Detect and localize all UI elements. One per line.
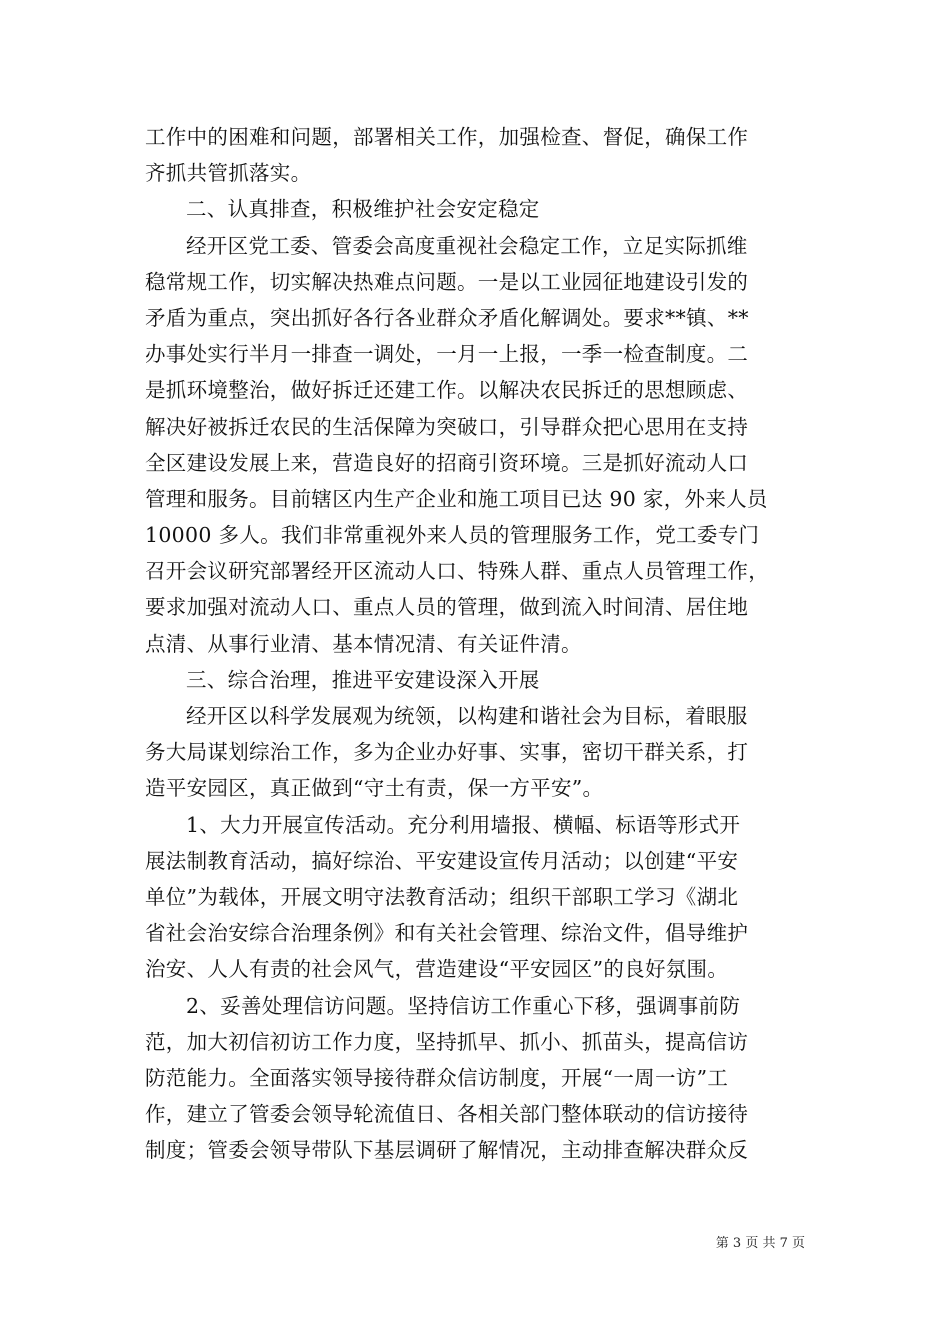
text-line: 管理和服务。目前辖区内生产企业和施工项目已达 90 家，外来人员: [145, 486, 768, 511]
text-line: 全区建设发展上来，营造良好的招商引资环境。三是抓好流动人口: [145, 450, 749, 475]
text-line: 防范能力。全面落实领导接待群众信访制度，开展“一周一访”工: [145, 1065, 729, 1090]
text-line: 要求加强对流动人口、重点人员的管理，做到流入时间清、居住地: [145, 595, 749, 620]
text-line: 务大局谋划综治工作，多为企业办好事、实事，密切干群关系，打: [145, 740, 749, 765]
text-line: 召开会议研究部署经开区流动人口、特殊人群、重点人员管理工作，: [145, 559, 769, 584]
text-line: 1、大力开展宣传活动。充分利用墙报、横幅、标语等形式开: [186, 812, 741, 837]
text-line: 工作中的困难和问题，部署相关工作，加强检查、督促，确保工作: [145, 125, 749, 149]
text-line: 范，加大初信初访工作力度，坚持抓早、抓小、抓苗头，提高信访: [145, 1029, 749, 1054]
text-line: 造平安园区，真正做到“守土有责，保一方平安”。: [145, 776, 604, 801]
text-line: 单位”为载体，开展文明守法教育活动；组织干部职工学习《湖北: [145, 884, 739, 909]
text-line: 是抓环境整治，做好拆迁还建工作。以解决农民拆迁的思想顾虑、: [145, 378, 749, 403]
text-line: 三、综合治理，推进平安建设深入开展: [186, 667, 540, 692]
text-line: 稳常规工作，切实解决热难点问题。一是以工业园征地建设引发的: [145, 269, 749, 294]
text-line: 矛盾为重点，突出抓好各行各业群众矛盾化解调处。要求**镇、**: [145, 305, 749, 330]
text-line: 省社会治安综合治理条例》和有关社会管理、综治文件，倡导维护: [145, 921, 749, 946]
text-line: 二、认真排查，积极维护社会安定稳定: [186, 197, 540, 222]
document-body: [145, 119, 807, 1168]
text-line: 10000 多人。我们非常重视外来人员的管理服务工作，党工委专门: [145, 523, 760, 548]
text-line: 制度；管委会领导带队下基层调研了解情况，主动排查解决群众反: [145, 1138, 749, 1163]
text-line: 2、妥善处理信访问题。坚持信访工作重心下移，强调事前防: [186, 993, 741, 1018]
text-line: 展法制教育活动，搞好综治、平安建设宣传月活动；以创建“平安: [145, 848, 739, 873]
page-number: 第 3 页 共 7 页: [715, 1236, 805, 1251]
text-line: 经开区党工委、管委会高度重视社会稳定工作，立足实际抓维: [186, 233, 748, 258]
text-line: 解决好被拆迁农民的生活保障为突破口，引导群众把心思用在支持: [145, 414, 749, 439]
text-line: 齐抓共管抓落实。: [145, 161, 312, 186]
text-line: 作，建立了管委会领导轮流值日、各相关部门整体联动的信访接待: [145, 1102, 749, 1127]
text-line: 点清、从事行业清、基本情况清、有关证件清。: [145, 631, 582, 656]
text-line: 治安、人人有责的社会风气，营造建设“平安园区”的良好氛围。: [145, 957, 729, 982]
text-line: 经开区以科学发展观为统领，以构建和谐社会为目标，着眼服: [186, 704, 748, 728]
text-line: 办事处实行半月一排查一调处，一月一上报，一季一检查制度。二: [145, 342, 749, 367]
